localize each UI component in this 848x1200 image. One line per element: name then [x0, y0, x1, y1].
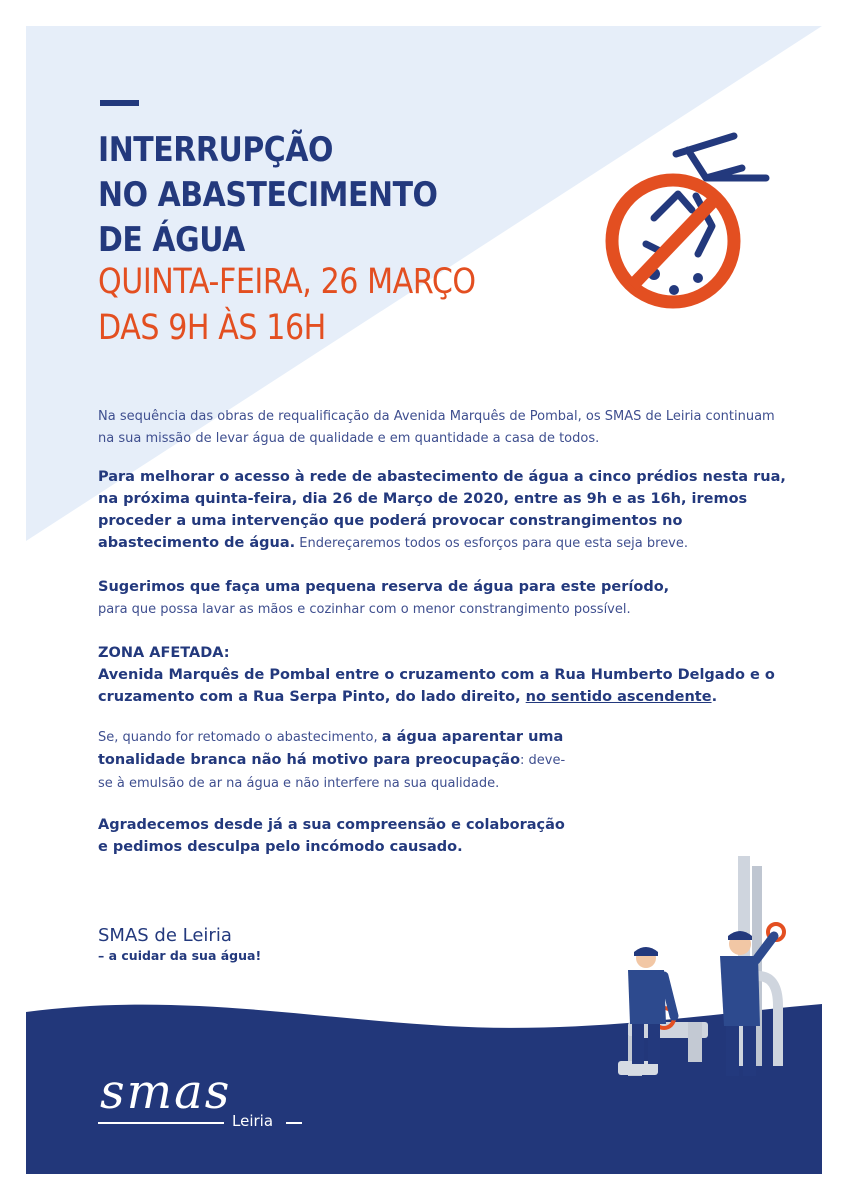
notice-poster — [26, 26, 822, 1174]
notice-schedule — [98, 259, 476, 351]
white-water-light-2: : deve-se à emulsão de ar na água e não interfere na sua qualidade. — [98, 753, 566, 791]
affected-zone-paragraph — [98, 642, 788, 708]
logo-divider-left — [98, 1122, 224, 1124]
reserve-paragraph — [98, 576, 669, 621]
logo-city-name: Leiria — [232, 1112, 274, 1130]
intervention-paragraph — [98, 466, 798, 555]
title-line-1: INTERRUPÇÃO — [98, 130, 334, 170]
signature — [98, 924, 261, 963]
schedule-time: DAS 9H ÀS 16H — [98, 308, 326, 348]
signature-tagline: – a cuidar da sua água! — [98, 948, 262, 963]
schedule-date: QUINTA-FEIRA, 26 MARÇO — [98, 262, 476, 302]
zone-heading: ZONA AFETADA: — [98, 645, 230, 661]
worker-left — [628, 947, 674, 1064]
white-water-bold: a água aparentar uma tonalidade branca não há motivo para preocupação — [98, 729, 564, 768]
signature-name: SMAS de Leiria — [98, 925, 232, 946]
title-accent-bar — [100, 100, 139, 106]
notice-title — [98, 128, 438, 263]
white-water-paragraph — [98, 726, 568, 795]
zone-end: . — [711, 689, 718, 705]
zone-direction: no sentido ascendente — [525, 689, 712, 705]
white-water-light-1: Se, quando for retomado o abastecimento, — [98, 730, 382, 745]
intervention-light-text: Endereçaremos todos os esforços para que esta seja breve. — [295, 536, 689, 551]
thanks-paragraph: Agradecemos desde já a sua compreensão e colaboração e pedimos desculpa pelo incómodo causado. — [98, 817, 565, 855]
zone-text: Avenida Marquês de Pombal entre o cruzamento com a Rua Humberto Delgado e o cruzamento com a Rua Serpa Pinto, do lado direito, — [98, 667, 775, 705]
no-water-tap-icon — [588, 126, 778, 326]
logo-wordmark: smas — [100, 1064, 232, 1120]
smas-logo — [98, 1056, 318, 1136]
intro-paragraph: Na sequência das obras de requalificação da Avenida Marquês de Pombal, os SMAS de Leiria continuam na sua missão de levar água de qualidade e em quantidade a casa de todos. — [98, 409, 775, 446]
logo-divider-right — [286, 1122, 302, 1124]
workers-illustration — [588, 856, 788, 1086]
title-line-2: NO ABASTECIMENTO — [98, 175, 438, 215]
intervention-bold-text: Para melhorar o acesso à rede de abastecimento de água a cinco prédios nesta rua, na próxima quinta-feira, dia 26 de Março de 2020, entre as 9h e as 16h, iremos proceder a uma intervenção que poderá provocar constrangimentos no abastecimento de água. — [98, 469, 786, 551]
reserve-bold-text: Sugerimos que faça uma pequena reserva de água para este período, — [98, 579, 670, 595]
reserve-light-text: para que possa lavar as mãos e cozinhar com o menor constrangimento possível. — [98, 602, 631, 617]
title-line-3: DE ÁGUA — [98, 220, 245, 260]
